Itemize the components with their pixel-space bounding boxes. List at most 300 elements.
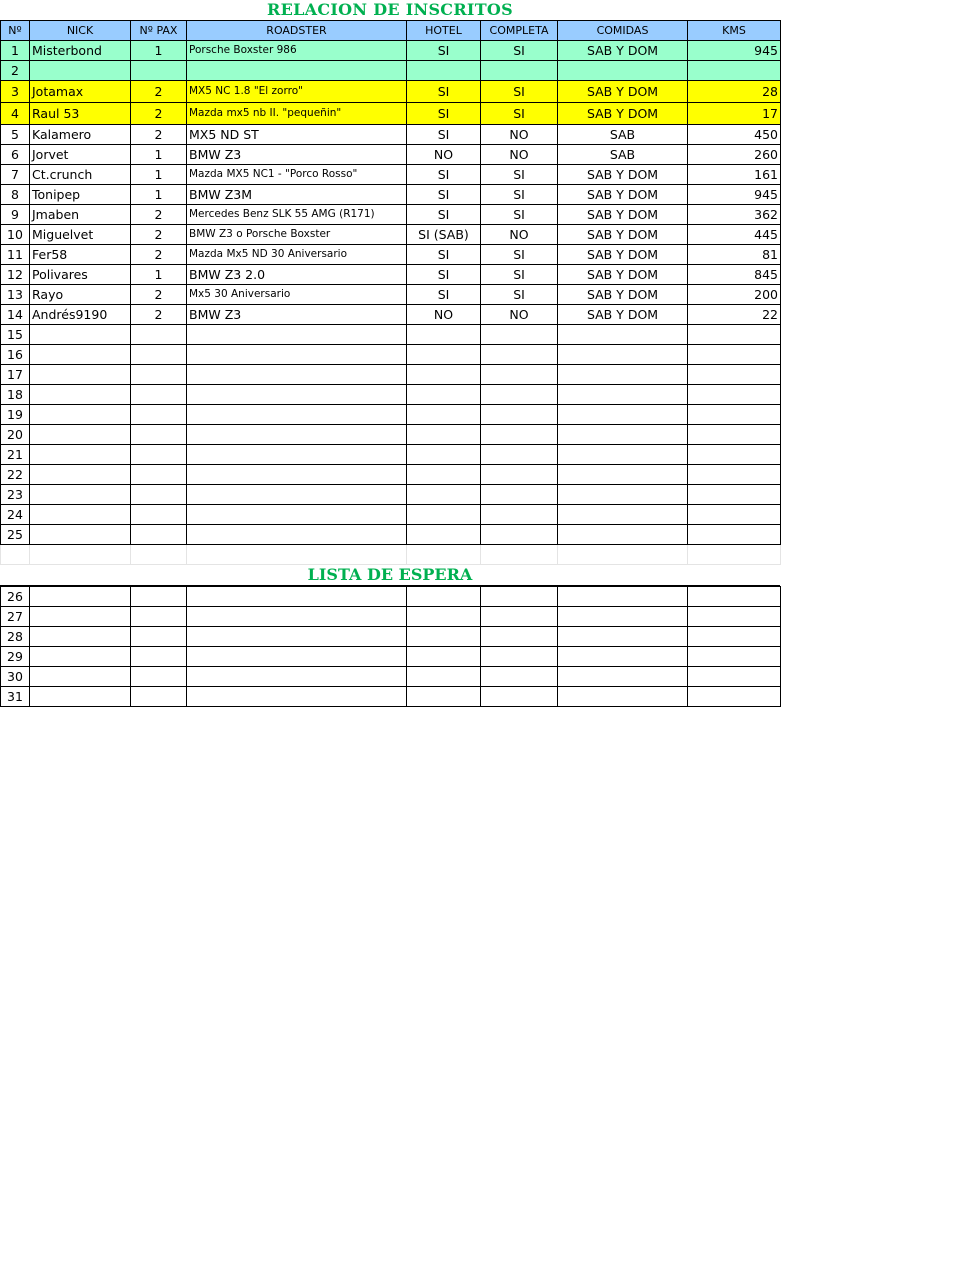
empty-cell[interactable] <box>407 587 481 607</box>
hotel-cell[interactable] <box>407 61 481 81</box>
table-row <box>1 345 781 365</box>
completa-cell[interactable] <box>481 365 558 385</box>
roadster-cell[interactable]: MX5 ND ST <box>187 125 407 145</box>
hotel-cell[interactable] <box>407 345 481 365</box>
nick-cell[interactable]: Fer58 <box>30 245 131 265</box>
table-row <box>1 265 781 285</box>
n-cell[interactable]: 19 <box>1 405 30 425</box>
roadster-cell[interactable]: Mercedes Benz SLK 55 AMG (R171) <box>187 205 407 225</box>
pax-cell[interactable]: 1 <box>131 165 187 185</box>
completa-cell[interactable]: NO <box>481 125 558 145</box>
roadster-cell[interactable]: MX5 NC 1.8 "El zorro" <box>187 81 407 103</box>
table-row <box>1 305 781 325</box>
kms-cell[interactable] <box>688 525 781 545</box>
nick-cell[interactable] <box>30 485 131 505</box>
n-cell[interactable]: 3 <box>1 81 30 103</box>
pax-cell[interactable]: 2 <box>131 125 187 145</box>
empty-cell[interactable] <box>131 545 187 565</box>
n-cell[interactable]: 2 <box>1 61 30 81</box>
sheet-title: RELACION DE INSCRITOS <box>266 0 514 19</box>
empty-cell[interactable] <box>187 607 407 627</box>
waitlist-row <box>1 667 781 687</box>
pax-cell[interactable] <box>131 445 187 465</box>
empty-cell[interactable] <box>481 587 558 607</box>
comidas-cell[interactable]: SAB Y DOM <box>558 285 688 305</box>
table-row <box>1 165 781 185</box>
hotel-cell[interactable]: NO <box>407 305 481 325</box>
registrants-body <box>1 21 781 565</box>
empty-cell[interactable] <box>30 545 131 565</box>
empty-cell[interactable] <box>688 687 781 707</box>
pax-cell[interactable]: 2 <box>131 285 187 305</box>
pax-cell[interactable]: 2 <box>131 225 187 245</box>
kms-cell[interactable] <box>688 425 781 445</box>
n-cell[interactable]: 1 <box>1 41 30 61</box>
empty-cell[interactable] <box>1 545 30 565</box>
comidas-cell[interactable] <box>558 61 688 81</box>
nick-cell[interactable]: Ct.crunch <box>30 165 131 185</box>
n-cell[interactable]: 22 <box>1 465 30 485</box>
comidas-cell[interactable] <box>558 345 688 365</box>
roadster-cell[interactable] <box>187 485 407 505</box>
comidas-cell[interactable]: SAB Y DOM <box>558 265 688 285</box>
table-row <box>1 61 781 81</box>
comidas-cell[interactable] <box>558 505 688 525</box>
comidas-cell[interactable] <box>558 365 688 385</box>
table-row <box>1 145 781 165</box>
column-header[interactable]: ROADSTER <box>187 21 407 41</box>
kms-cell[interactable]: 260 <box>688 145 781 165</box>
kms-cell[interactable] <box>688 61 781 81</box>
empty-cell[interactable] <box>558 647 688 667</box>
nick-cell[interactable]: Jmaben <box>30 205 131 225</box>
pax-cell[interactable] <box>131 465 187 485</box>
empty-cell[interactable] <box>30 647 131 667</box>
roadster-cell[interactable]: BMW Z3 2.0 <box>187 265 407 285</box>
kms-cell[interactable] <box>688 465 781 485</box>
empty-cell[interactable] <box>481 607 558 627</box>
kms-cell[interactable] <box>688 405 781 425</box>
completa-cell[interactable]: NO <box>481 305 558 325</box>
roadster-cell[interactable] <box>187 385 407 405</box>
completa-cell[interactable]: SI <box>481 265 558 285</box>
roadster-cell[interactable] <box>187 345 407 365</box>
n-cell[interactable]: 21 <box>1 445 30 465</box>
completa-cell[interactable] <box>481 385 558 405</box>
roadster-cell[interactable]: Porsche Boxster 986 <box>187 41 407 61</box>
empty-cell[interactable] <box>481 647 558 667</box>
nick-cell[interactable] <box>30 61 131 81</box>
waitlist-row <box>1 587 781 607</box>
completa-cell[interactable]: SI <box>481 165 558 185</box>
nick-cell[interactable] <box>30 365 131 385</box>
hotel-cell[interactable]: SI <box>407 125 481 145</box>
hotel-cell[interactable]: SI <box>407 185 481 205</box>
completa-cell[interactable]: SI <box>481 285 558 305</box>
empty-cell[interactable] <box>407 667 481 687</box>
pax-cell[interactable]: 2 <box>131 103 187 125</box>
waitlist-row <box>1 687 781 707</box>
hotel-cell[interactable] <box>407 405 481 425</box>
hotel-cell[interactable] <box>407 525 481 545</box>
completa-cell[interactable]: SI <box>481 41 558 61</box>
kms-cell[interactable] <box>688 485 781 505</box>
n-cell[interactable]: 28 <box>1 627 30 647</box>
nick-cell[interactable] <box>30 345 131 365</box>
nick-cell[interactable]: Jotamax <box>30 81 131 103</box>
pax-cell[interactable]: 1 <box>131 41 187 61</box>
hotel-cell[interactable]: NO <box>407 145 481 165</box>
empty-cell[interactable] <box>30 687 131 707</box>
completa-cell[interactable] <box>481 505 558 525</box>
pax-cell[interactable] <box>131 425 187 445</box>
table-row <box>1 425 781 445</box>
completa-cell[interactable] <box>481 445 558 465</box>
completa-cell[interactable]: SI <box>481 103 558 125</box>
kms-cell[interactable] <box>688 365 781 385</box>
nick-cell[interactable] <box>30 505 131 525</box>
empty-cell[interactable] <box>187 687 407 707</box>
nick-cell[interactable]: Miguelvet <box>30 225 131 245</box>
column-header[interactable]: Nº <box>1 21 30 41</box>
table-row <box>1 505 781 525</box>
column-header[interactable]: COMIDAS <box>558 21 688 41</box>
table-row <box>1 485 781 505</box>
empty-cell[interactable] <box>481 627 558 647</box>
n-cell[interactable]: 4 <box>1 103 30 125</box>
table-row <box>1 81 781 103</box>
spreadsheet <box>0 0 780 707</box>
empty-cell[interactable] <box>688 647 781 667</box>
completa-cell[interactable]: NO <box>481 225 558 245</box>
pax-cell[interactable]: 2 <box>131 81 187 103</box>
roadster-cell[interactable] <box>187 365 407 385</box>
column-header[interactable]: HOTEL <box>407 21 481 41</box>
nick-cell[interactable]: Misterbond <box>30 41 131 61</box>
roadster-cell[interactable] <box>187 425 407 445</box>
comidas-cell[interactable] <box>558 465 688 485</box>
roadster-cell[interactable]: BMW Z3 <box>187 145 407 165</box>
comidas-cell[interactable] <box>558 325 688 345</box>
roadster-cell[interactable]: BMW Z3M <box>187 185 407 205</box>
nick-cell[interactable]: Andrés9190 <box>30 305 131 325</box>
comidas-cell[interactable]: SAB <box>558 125 688 145</box>
waitlist-title: LISTA DE ESPERA <box>0 565 780 586</box>
pax-cell[interactable]: 2 <box>131 245 187 265</box>
comidas-cell[interactable] <box>558 405 688 425</box>
roadster-cell[interactable] <box>187 445 407 465</box>
empty-cell[interactable] <box>481 545 558 565</box>
nick-cell[interactable] <box>30 385 131 405</box>
completa-cell[interactable] <box>481 425 558 445</box>
pax-cell[interactable] <box>131 525 187 545</box>
kms-cell[interactable]: 945 <box>688 185 781 205</box>
empty-cell[interactable] <box>30 607 131 627</box>
comidas-cell[interactable] <box>558 385 688 405</box>
kms-cell[interactable]: 450 <box>688 125 781 145</box>
n-cell[interactable]: 16 <box>1 345 30 365</box>
completa-cell[interactable] <box>481 325 558 345</box>
nick-cell[interactable] <box>30 465 131 485</box>
table-row <box>1 385 781 405</box>
completa-cell[interactable]: SI <box>481 81 558 103</box>
kms-cell[interactable] <box>688 345 781 365</box>
roadster-cell[interactable]: Mazda mx5 nb II. "pequeñin" <box>187 103 407 125</box>
empty-cell[interactable] <box>30 667 131 687</box>
completa-cell[interactable]: SI <box>481 245 558 265</box>
empty-cell[interactable] <box>131 687 187 707</box>
n-cell[interactable]: 30 <box>1 667 30 687</box>
kms-cell[interactable]: 17 <box>688 103 781 125</box>
roadster-cell[interactable]: Mazda Mx5 ND 30 Aniversario <box>187 245 407 265</box>
empty-cell[interactable] <box>131 587 187 607</box>
pax-cell[interactable] <box>131 485 187 505</box>
empty-cell[interactable] <box>407 607 481 627</box>
completa-cell[interactable] <box>481 61 558 81</box>
n-cell[interactable]: 7 <box>1 165 30 185</box>
hotel-cell[interactable] <box>407 325 481 345</box>
roadster-cell[interactable]: Mazda MX5 NC1 - "Porco Rosso" <box>187 165 407 185</box>
hotel-cell[interactable]: SI <box>407 285 481 305</box>
nick-cell[interactable]: Rayo <box>30 285 131 305</box>
roadster-cell[interactable] <box>187 525 407 545</box>
empty-cell[interactable] <box>558 587 688 607</box>
empty-cell[interactable] <box>407 545 481 565</box>
hotel-cell[interactable] <box>407 445 481 465</box>
pax-cell[interactable]: 1 <box>131 145 187 165</box>
n-cell[interactable]: 5 <box>1 125 30 145</box>
pax-cell[interactable] <box>131 365 187 385</box>
registrants-table <box>0 20 781 565</box>
n-cell[interactable]: 24 <box>1 505 30 525</box>
pax-cell[interactable] <box>131 345 187 365</box>
empty-cell[interactable] <box>30 587 131 607</box>
empty-cell[interactable] <box>558 627 688 647</box>
table-row <box>1 325 781 345</box>
waitlist-table <box>0 586 781 707</box>
n-cell[interactable]: 18 <box>1 385 30 405</box>
column-header[interactable]: Nº PAX <box>131 21 187 41</box>
comidas-cell[interactable]: SAB <box>558 145 688 165</box>
completa-cell[interactable] <box>481 405 558 425</box>
hotel-cell[interactable] <box>407 385 481 405</box>
comidas-cell[interactable]: SAB Y DOM <box>558 165 688 185</box>
comidas-cell[interactable] <box>558 525 688 545</box>
roadster-cell[interactable] <box>187 61 407 81</box>
completa-cell[interactable]: SI <box>481 205 558 225</box>
empty-cell[interactable] <box>131 627 187 647</box>
column-header[interactable]: NICK <box>30 21 131 41</box>
empty-cell[interactable] <box>407 647 481 667</box>
n-cell[interactable]: 23 <box>1 485 30 505</box>
n-cell[interactable]: 17 <box>1 365 30 385</box>
comidas-cell[interactable]: SAB Y DOM <box>558 305 688 325</box>
empty-cell[interactable] <box>407 687 481 707</box>
table-row <box>1 185 781 205</box>
kms-cell[interactable]: 81 <box>688 245 781 265</box>
table-row <box>1 285 781 305</box>
header-row <box>1 21 781 41</box>
empty-cell[interactable] <box>187 627 407 647</box>
kms-cell[interactable] <box>688 325 781 345</box>
completa-cell[interactable] <box>481 465 558 485</box>
completa-cell[interactable]: SI <box>481 185 558 205</box>
hotel-cell[interactable]: SI <box>407 245 481 265</box>
pax-cell[interactable] <box>131 405 187 425</box>
n-cell[interactable]: 9 <box>1 205 30 225</box>
kms-cell[interactable]: 22 <box>688 305 781 325</box>
hotel-cell[interactable]: SI <box>407 265 481 285</box>
hotel-cell[interactable] <box>407 485 481 505</box>
empty-cell[interactable] <box>131 667 187 687</box>
kms-cell[interactable] <box>688 385 781 405</box>
n-cell[interactable]: 27 <box>1 607 30 627</box>
pax-cell[interactable]: 1 <box>131 185 187 205</box>
n-cell[interactable]: 10 <box>1 225 30 245</box>
kms-cell[interactable]: 945 <box>688 41 781 61</box>
empty-cell[interactable] <box>187 545 407 565</box>
empty-cell[interactable] <box>187 667 407 687</box>
kms-cell[interactable]: 200 <box>688 285 781 305</box>
completa-cell[interactable] <box>481 485 558 505</box>
table-row <box>1 41 781 61</box>
kms-cell[interactable] <box>688 445 781 465</box>
hotel-cell[interactable] <box>407 365 481 385</box>
hotel-cell[interactable]: SI (SAB) <box>407 225 481 245</box>
nick-cell[interactable] <box>30 445 131 465</box>
roadster-cell[interactable] <box>187 405 407 425</box>
nick-cell[interactable] <box>30 325 131 345</box>
column-header[interactable]: KMS <box>688 21 781 41</box>
n-cell[interactable]: 11 <box>1 245 30 265</box>
empty-cell[interactable] <box>688 607 781 627</box>
completa-cell[interactable]: NO <box>481 145 558 165</box>
nick-cell[interactable]: Raul 53 <box>30 103 131 125</box>
kms-cell[interactable]: 161 <box>688 165 781 185</box>
roadster-cell[interactable]: BMW Z3 o Porsche Boxster <box>187 225 407 245</box>
empty-cell[interactable] <box>481 687 558 707</box>
kms-cell[interactable]: 445 <box>688 225 781 245</box>
kms-cell[interactable]: 845 <box>688 265 781 285</box>
comidas-cell[interactable]: SAB Y DOM <box>558 103 688 125</box>
nick-cell[interactable]: Polivares <box>30 265 131 285</box>
pax-cell[interactable]: 2 <box>131 305 187 325</box>
table-row <box>1 525 781 545</box>
table-row <box>1 365 781 385</box>
nick-cell[interactable] <box>30 525 131 545</box>
n-cell[interactable]: 26 <box>1 587 30 607</box>
pax-cell[interactable]: 2 <box>131 205 187 225</box>
pax-cell[interactable] <box>131 385 187 405</box>
waitlist-row <box>1 627 781 647</box>
n-cell[interactable]: 29 <box>1 647 30 667</box>
pax-cell[interactable] <box>131 325 187 345</box>
empty-cell[interactable] <box>131 647 187 667</box>
table-row <box>1 465 781 485</box>
empty-cell[interactable] <box>481 667 558 687</box>
comidas-cell[interactable]: SAB Y DOM <box>558 81 688 103</box>
completa-cell[interactable] <box>481 525 558 545</box>
empty-cell[interactable] <box>558 687 688 707</box>
hotel-cell[interactable]: SI <box>407 103 481 125</box>
n-cell[interactable]: 12 <box>1 265 30 285</box>
nick-cell[interactable] <box>30 405 131 425</box>
hotel-cell[interactable] <box>407 425 481 445</box>
comidas-cell[interactable] <box>558 425 688 445</box>
roadster-cell[interactable] <box>187 505 407 525</box>
empty-cell[interactable] <box>131 607 187 627</box>
kms-cell[interactable]: 28 <box>688 81 781 103</box>
kms-cell[interactable]: 362 <box>688 205 781 225</box>
empty-cell[interactable] <box>187 587 407 607</box>
empty-cell[interactable] <box>187 647 407 667</box>
hotel-cell[interactable]: SI <box>407 81 481 103</box>
comidas-cell[interactable]: SAB Y DOM <box>558 245 688 265</box>
n-cell[interactable]: 8 <box>1 185 30 205</box>
empty-cell[interactable] <box>688 587 781 607</box>
table-row <box>1 405 781 425</box>
n-cell[interactable]: 6 <box>1 145 30 165</box>
pax-cell[interactable] <box>131 505 187 525</box>
table-row <box>1 445 781 465</box>
comidas-cell[interactable]: SAB Y DOM <box>558 205 688 225</box>
kms-cell[interactable] <box>688 505 781 525</box>
n-cell[interactable]: 25 <box>1 525 30 545</box>
pax-cell[interactable] <box>131 61 187 81</box>
spacer-row <box>1 545 781 565</box>
empty-cell[interactable] <box>688 627 781 647</box>
comidas-cell[interactable]: SAB Y DOM <box>558 225 688 245</box>
comidas-cell[interactable] <box>558 445 688 465</box>
comidas-cell[interactable] <box>558 485 688 505</box>
nick-cell[interactable]: Tonipep <box>30 185 131 205</box>
empty-cell[interactable] <box>558 607 688 627</box>
n-cell[interactable]: 13 <box>1 285 30 305</box>
column-header[interactable]: COMPLETA <box>481 21 558 41</box>
nick-cell[interactable]: Kalamero <box>30 125 131 145</box>
n-cell[interactable]: 31 <box>1 687 30 707</box>
table-row <box>1 245 781 265</box>
empty-cell[interactable] <box>558 545 688 565</box>
nick-cell[interactable] <box>30 425 131 445</box>
pax-cell[interactable]: 1 <box>131 265 187 285</box>
hotel-cell[interactable]: SI <box>407 205 481 225</box>
n-cell[interactable]: 20 <box>1 425 30 445</box>
completa-cell[interactable] <box>481 345 558 365</box>
empty-cell[interactable] <box>558 667 688 687</box>
n-cell[interactable]: 15 <box>1 325 30 345</box>
hotel-cell[interactable] <box>407 505 481 525</box>
empty-cell[interactable] <box>688 667 781 687</box>
empty-cell[interactable] <box>688 545 781 565</box>
roadster-cell[interactable]: Mx5 30 Aniversario <box>187 285 407 305</box>
comidas-cell[interactable]: SAB Y DOM <box>558 41 688 61</box>
table-row <box>1 225 781 245</box>
table-row <box>1 205 781 225</box>
roadster-cell[interactable] <box>187 325 407 345</box>
nick-cell[interactable]: Jorvet <box>30 145 131 165</box>
roadster-cell[interactable] <box>187 465 407 485</box>
table-row <box>1 125 781 145</box>
hotel-cell[interactable]: SI <box>407 165 481 185</box>
comidas-cell[interactable]: SAB Y DOM <box>558 185 688 205</box>
empty-cell[interactable] <box>407 627 481 647</box>
roadster-cell[interactable]: BMW Z3 <box>187 305 407 325</box>
hotel-cell[interactable]: SI <box>407 41 481 61</box>
n-cell[interactable]: 14 <box>1 305 30 325</box>
empty-cell[interactable] <box>30 627 131 647</box>
hotel-cell[interactable] <box>407 465 481 485</box>
